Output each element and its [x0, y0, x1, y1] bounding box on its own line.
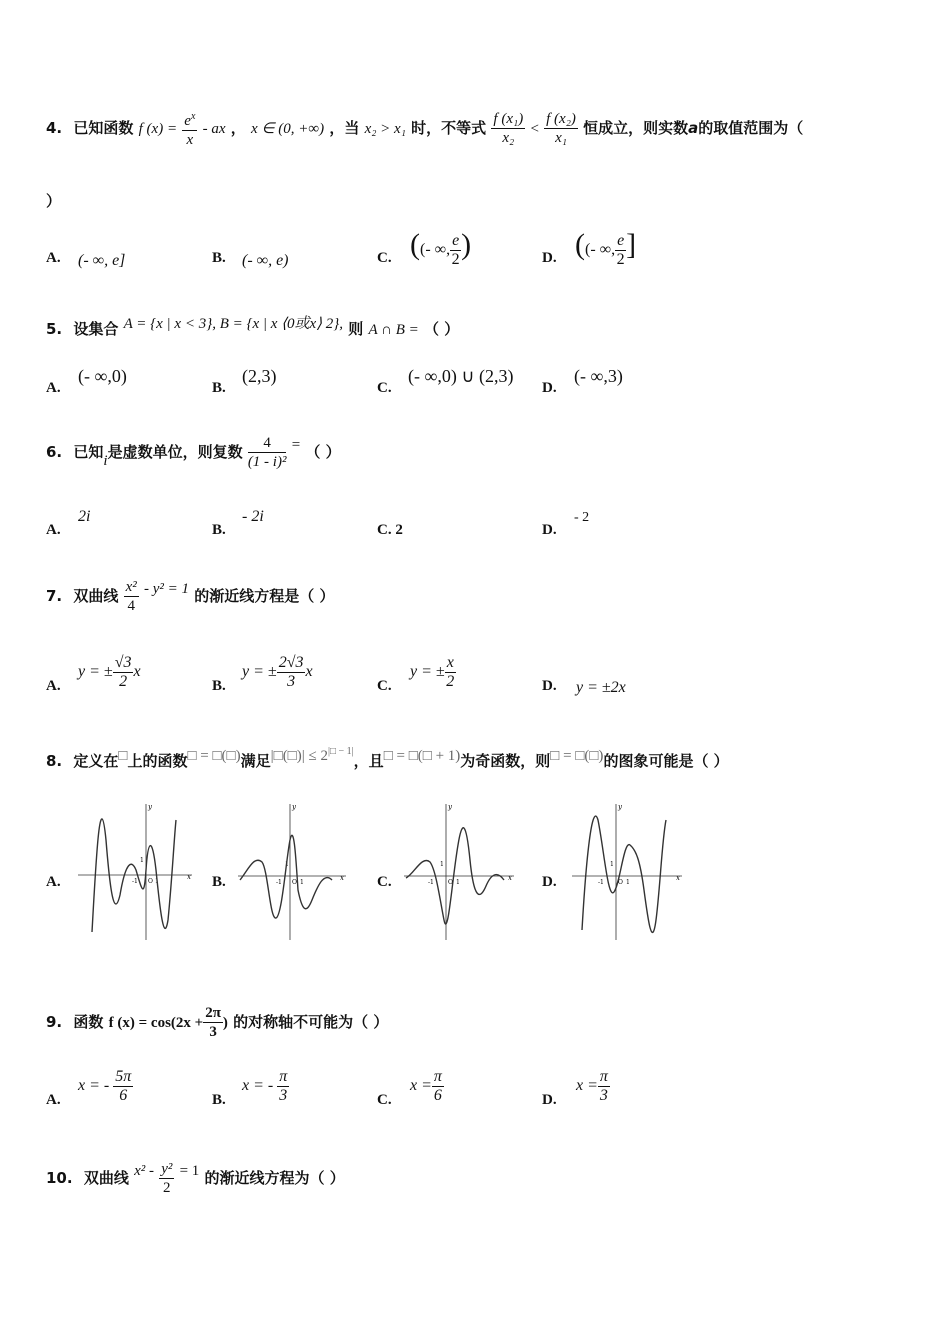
q9-option-d-pre: x = [576, 1077, 598, 1095]
q4-ineq-op: < [530, 121, 539, 137]
q6-option-a-label: A. [46, 522, 61, 538]
q9-den: 3 [209, 1024, 217, 1040]
q6-option-c-label [377, 522, 403, 539]
q4-option-b-value: (- ∞, e) [242, 252, 289, 269]
q4-option-c-value: ((- ∞, $\frac{e}{2}$ ) [410, 228, 472, 268]
q9-option-c-num: π [433, 1068, 442, 1085]
q7-den: 4 [127, 598, 135, 614]
q4-domain: x ∈ (0, +∞) [251, 121, 325, 137]
q10-pre: x² - [134, 1163, 154, 1179]
q8-text5: 为奇函数，则 [460, 752, 551, 770]
y-axis-label: y [618, 803, 622, 811]
q6-number: 6. [46, 443, 63, 461]
q4-ineq-right-num: f (x₂) [546, 111, 576, 127]
tick-neg-one: -1 [428, 879, 434, 886]
q8-glyph-1: □ [118, 748, 128, 764]
q7-option-c-label: C. [377, 678, 392, 694]
q9-option-a-label: A. [46, 1092, 61, 1108]
q4-option-c-pre: (- ∞, [420, 241, 451, 258]
q4-func-fraction [182, 108, 197, 149]
q4-option-a-label: A. [46, 250, 61, 266]
question-10 [46, 1160, 345, 1197]
q8-text6: 的图象可能是（ ） [603, 752, 729, 770]
q9-text: 函数 [73, 1013, 104, 1031]
q9-option-d-den: 3 [599, 1087, 608, 1104]
q6-den: (1 - i)² [247, 454, 287, 470]
q9-num: 2π [205, 1005, 221, 1021]
q4-ineq-left-den: x₂ [502, 130, 515, 146]
q7-option-a-label: A. [46, 678, 61, 694]
q4-option-d-value: ((- ∞, $\frac{e}{2}$ ] [575, 228, 637, 268]
q4-option-c-num: e [452, 231, 460, 249]
q7-option-c-pre: y = ± [410, 663, 445, 681]
q9-option-d-num: π [599, 1068, 608, 1085]
q7-option-d-value: y = ±2x [576, 679, 626, 696]
q5-sets: A = {x | x < 3}, B = {x | x ⟨0或x⟩ 2}, [123, 316, 344, 332]
q9-post: ) [222, 1015, 228, 1031]
q4-option-d-den: 2 [616, 250, 625, 268]
tick-neg-one: -1 [276, 879, 282, 886]
y-axis-label: y [448, 803, 452, 811]
q9-option-c-den: 6 [433, 1087, 442, 1104]
q9-option-a-num: 5π [115, 1068, 132, 1085]
q8-graph-c [402, 800, 522, 945]
tick-pos-one: 1 [300, 879, 304, 886]
q4-ineq-right-den: x₁ [555, 130, 567, 146]
tick-origin: O [448, 879, 453, 886]
q4-close-paren: ） [46, 192, 62, 210]
q4-text2: ，当 [329, 119, 360, 137]
q6-option-c-label-text: C. [377, 522, 392, 538]
q4-cond: x₂ > x₁ [364, 121, 406, 137]
q7-tail: - y² = 1 [144, 581, 190, 597]
q8-glyph-3-sup: |□ − 1| [327, 746, 354, 757]
tick-y-one: 1 [140, 857, 144, 864]
q5-text: 设集合 [73, 320, 119, 338]
q5-option-c-value: (- ∞,0) ∪ (2,3) [408, 366, 514, 386]
q8-glyph-5: □ = □(□) [550, 748, 604, 764]
q9-fraction [203, 1004, 223, 1041]
x-axis-label: x [508, 874, 512, 882]
tick-neg-one: -1 [598, 879, 604, 886]
q5-option-a-value: (- ∞,0) [78, 366, 127, 386]
q4-func-den: x [186, 132, 194, 148]
q10-fraction [159, 1160, 174, 1197]
q7-option-b-num: 2√3 [278, 654, 304, 671]
q9-option-a-pre: x = - [78, 1077, 110, 1095]
q5-option-d-value: (- ∞,3) [574, 366, 623, 386]
tick-pos-one: 1 [456, 879, 460, 886]
y-axis-label: y [148, 803, 152, 811]
q6-option-b-value: - 2i [242, 508, 264, 525]
q10-text2: 的渐近线方程为（ ） [204, 1169, 345, 1187]
q9-option-b-num: π [279, 1068, 288, 1085]
q9-option-c-label: C. [377, 1092, 392, 1108]
q10-post: = 1 [179, 1163, 200, 1179]
q6-i: i [103, 453, 108, 469]
q4-option-b-label: B. [212, 250, 226, 266]
q7-option-a-post: x [133, 663, 141, 681]
q8-option-a-label: A. [46, 874, 61, 890]
q6-option-d-value: - 2 [574, 510, 590, 525]
q6-option-b-label: B. [212, 522, 226, 538]
q7-option-b-pre: y = ± [242, 663, 277, 681]
q4-func: f (x) = [138, 121, 178, 137]
q5-option-c-label: C. [377, 380, 392, 396]
q9-option-a-value [78, 1068, 133, 1105]
question-8 [46, 746, 729, 771]
q4-option-c-label: C. [377, 250, 392, 266]
q4-comma: ， [230, 119, 246, 137]
q8-glyph-2: □ = □(□) [187, 748, 241, 764]
q7-option-b-value [242, 654, 313, 691]
q8-text3: 满足 [240, 752, 271, 770]
q4-option-d-post: ] [626, 228, 637, 261]
q4-text4: 恒成立，则实数 [583, 119, 689, 137]
tick-origin: O [148, 878, 153, 885]
q8-text2: 上的函数 [127, 752, 188, 770]
q10-number: 10. [46, 1169, 73, 1187]
q6-option-d-label: D. [542, 522, 557, 538]
q9-number: 9. [46, 1013, 63, 1031]
q6-eq: = [291, 437, 301, 453]
q10-den: 2 [163, 1180, 171, 1196]
q5-blank: （ ） [424, 320, 460, 338]
q7-option-a-den: 2 [119, 673, 128, 690]
q4-option-d-label: D. [542, 250, 557, 266]
q5-option-b-label: B. [212, 380, 226, 396]
y-axis-label: y [292, 803, 296, 811]
q5-text2: 则 [348, 320, 364, 338]
q4-ineq-left-num: f (x₁) [493, 111, 524, 127]
q8-option-b-label: B. [212, 874, 226, 890]
q4-option-d-pre: (- ∞, [585, 241, 616, 258]
q9-option-d-value [576, 1068, 610, 1105]
q7-option-b-den: 3 [287, 673, 296, 690]
q9-pre: f (x) = cos(2x + [108, 1015, 204, 1031]
x-axis-label: x [340, 874, 344, 882]
tick-origin: O [292, 879, 297, 886]
q4-var: a [688, 119, 699, 137]
q9-option-b-den: 3 [279, 1087, 288, 1104]
q7-option-d-label: D. [542, 678, 557, 694]
q7-fraction [124, 578, 139, 615]
q5-option-b-value: (2,3) [242, 366, 277, 386]
q7-text2: 的渐近线方程是（ ） [194, 587, 335, 605]
q4-func-num-sup: x [190, 111, 196, 122]
tick-pos-one: 1 [626, 879, 630, 886]
q7-option-c-value [410, 654, 456, 691]
question-5 [46, 318, 459, 339]
tick-y-one: 1 [440, 861, 444, 868]
q4-ineq-left [491, 110, 525, 147]
q8-option-d-label: D. [542, 874, 557, 890]
q7-number: 7. [46, 587, 63, 605]
q6-blank: （ ） [305, 443, 341, 461]
q7-option-c-num: x [446, 654, 454, 671]
q6-fraction [248, 434, 287, 471]
q9-option-b-value [242, 1068, 289, 1105]
q7-text: 双曲线 [73, 587, 119, 605]
q7-num: x² [125, 579, 137, 595]
graph-d-curve [582, 816, 666, 932]
q9-option-b-label: B. [212, 1092, 226, 1108]
q8-number: 8. [46, 752, 63, 770]
tick-pos-one: 1 [155, 878, 159, 885]
graph-a-curve [92, 819, 176, 932]
q4-text5: 的取值范围为（ [698, 119, 804, 137]
q8-text4: ，且 [353, 752, 384, 770]
q7-option-a-num: √3 [114, 654, 132, 671]
q8-graph-a [76, 800, 196, 945]
q9-option-d-label: D. [542, 1092, 557, 1108]
q5-number: 5. [46, 320, 63, 338]
q8-option-c-label: C. [377, 874, 392, 890]
q8-graph-d [570, 800, 690, 945]
q8-text: 定义在 [73, 752, 119, 770]
q7-option-c-den: 2 [446, 673, 455, 690]
q6-text: 已知 [73, 443, 104, 461]
q5-expr: A ∩ B = [368, 322, 419, 338]
q7-option-a-pre: y = ± [78, 663, 113, 681]
x-axis-label: x [187, 873, 191, 881]
q4-option-d-num: e [617, 231, 625, 249]
q4-func-tail: - ax [202, 121, 226, 137]
q7-option-b-post: x [305, 663, 313, 681]
q9-option-c-pre: x = [410, 1077, 432, 1095]
q4-option-c-post: ) [461, 228, 472, 261]
tick-y-one: 1 [285, 861, 289, 868]
q9-option-b-pre: x = - [242, 1077, 274, 1095]
q5-option-a-label: A. [46, 380, 61, 396]
q10-text: 双曲线 [83, 1169, 129, 1187]
x-axis-label: x [676, 874, 680, 882]
q4-func-num: e [184, 113, 191, 129]
q4-ineq-right [544, 110, 578, 147]
q4-option-c-den: 2 [451, 250, 460, 268]
q5-option-d-label: D. [542, 380, 557, 396]
q6-option-a-value: 2i [78, 508, 91, 525]
q6-text2: 是虚数单位，则复数 [107, 443, 243, 461]
q4-text3: 时，不等式 [411, 119, 487, 137]
question-6 [46, 434, 341, 471]
q8-glyph-3: |□(□)| ≤ 2 [270, 748, 328, 764]
q9-text2: 的对称轴不可能为（ ） [233, 1013, 389, 1031]
q8-glyph-4: □ = □(□ + 1) [383, 748, 461, 764]
q6-option-c-value: 2 [395, 522, 403, 538]
q7-option-a-value [78, 654, 141, 691]
q9-option-a-den: 6 [119, 1087, 128, 1104]
q7-option-b-label: B. [212, 678, 226, 694]
q4-text: 已知函数 [73, 119, 134, 137]
question-7 [46, 578, 335, 615]
tick-neg-one: -1 [132, 878, 138, 885]
q9-option-c-value [410, 1068, 444, 1105]
q4-number: 4. [46, 119, 63, 137]
question-4 [46, 108, 803, 149]
q4-option-a-value: (- ∞, e] [78, 252, 126, 269]
graph-b-curve [240, 835, 332, 918]
q6-num: 4 [248, 434, 287, 453]
tick-y-one: 1 [610, 861, 614, 868]
q10-num: y² [161, 1161, 173, 1177]
question-9 [46, 1004, 388, 1041]
q8-graph-b [236, 800, 356, 945]
tick-origin: O [618, 879, 623, 886]
